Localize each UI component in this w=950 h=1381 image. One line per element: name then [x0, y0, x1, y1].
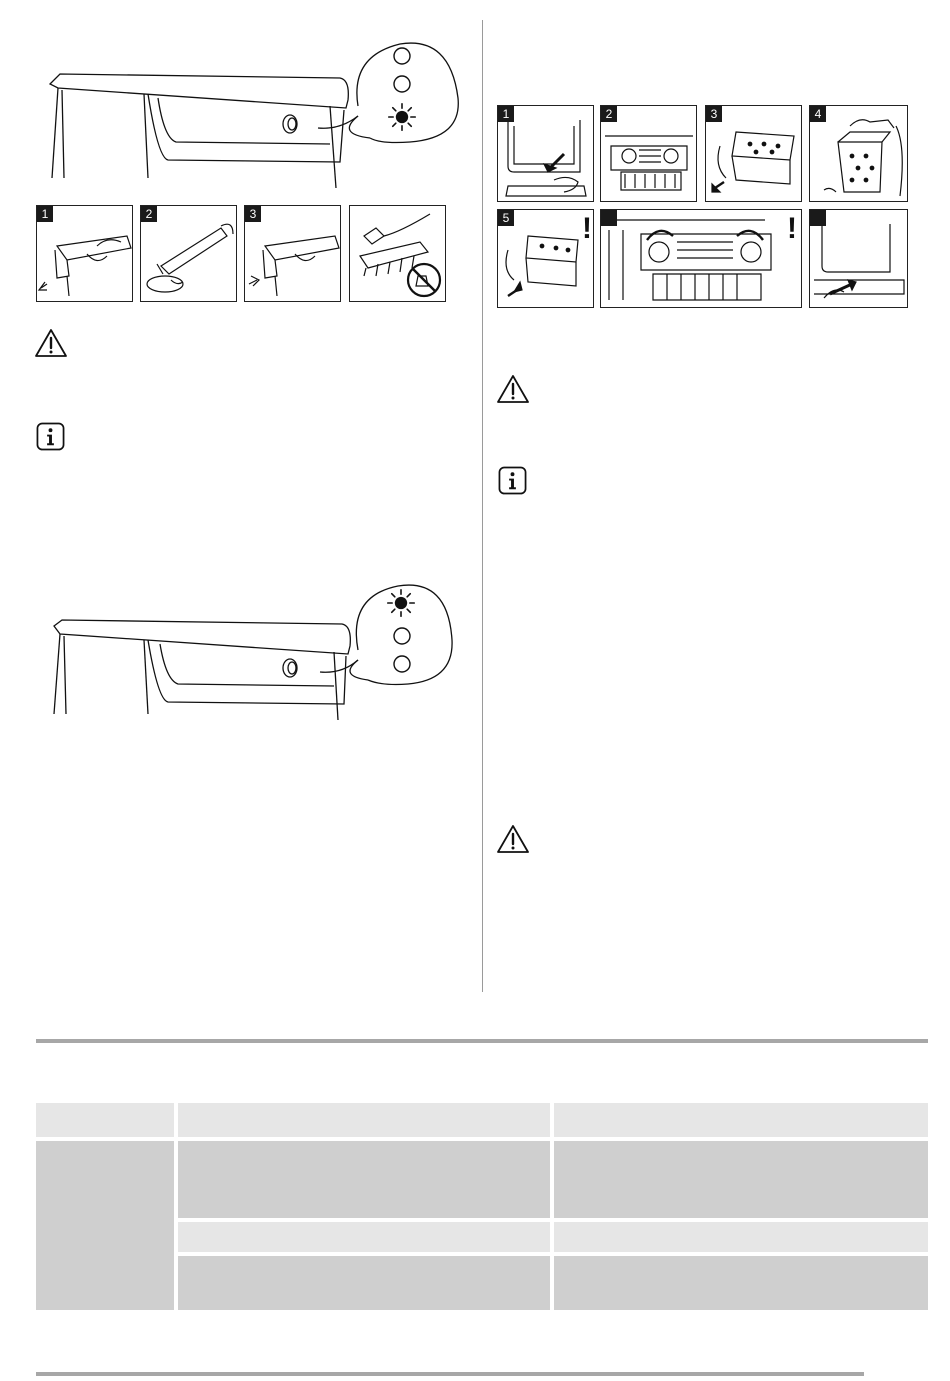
table-header-cell: [36, 1103, 176, 1139]
step-panel-3: [244, 205, 341, 302]
table-cell: [176, 1139, 552, 1220]
step-number: 3: [245, 206, 261, 222]
caution-mark: !: [582, 212, 592, 245]
empty-circle-icon: [394, 628, 410, 644]
no-drinking-water-icon: [350, 206, 446, 302]
dryer-indicator-illustration-bottom: [48, 580, 458, 720]
step-panel-2: [140, 205, 237, 302]
step-number: 2: [601, 106, 617, 122]
turn-locks-icon: [601, 210, 802, 308]
condenser-step-panel-4: [809, 105, 908, 202]
table-cell: [36, 1139, 176, 1312]
condenser-step-panel-3: [705, 105, 802, 202]
lit-light-icon: [388, 590, 414, 616]
info-icon: [498, 466, 527, 495]
condenser-step-panel-2: [600, 105, 697, 202]
warning-triangle-icon: [496, 374, 530, 404]
troubleshooting-table: [36, 1103, 928, 1314]
step-number: 1: [498, 106, 514, 122]
condenser-step-panel-7: [809, 209, 908, 308]
table-row: [36, 1139, 928, 1220]
table-cell: [176, 1220, 552, 1254]
table-header-cell: [552, 1103, 928, 1139]
dryer-indicator-illustration-top: [40, 38, 460, 188]
empty-circle-icon: [394, 76, 410, 92]
step-panel-4: [349, 205, 446, 302]
condenser-step-panel-5: [497, 209, 594, 308]
empty-circle-icon: [394, 656, 410, 672]
table-header-row: [36, 1103, 928, 1139]
lit-light-icon: [389, 104, 415, 130]
section-rule-top: [36, 1039, 928, 1043]
section-rule-bottom: [36, 1372, 864, 1376]
info-icon: [36, 422, 65, 451]
empty-circle-icon: [394, 48, 410, 64]
step-number: [810, 210, 826, 226]
table-cell: [552, 1139, 928, 1220]
condenser-step-panel-6: [600, 209, 802, 308]
table-cell: [552, 1220, 928, 1254]
step-panel-1: [36, 205, 133, 302]
step-number: 5: [498, 210, 514, 226]
step-number: 1: [37, 206, 53, 222]
condenser-step-panel-1: [497, 105, 594, 202]
warning-triangle-icon: [496, 824, 530, 854]
warning-triangle-icon: [34, 328, 68, 358]
column-divider: [482, 20, 483, 992]
step-number: [601, 210, 617, 226]
table-header-cell: [176, 1103, 552, 1139]
step-number: 3: [706, 106, 722, 122]
table-cell: [552, 1254, 928, 1312]
caution-mark: !: [787, 212, 797, 245]
step-number: 4: [810, 106, 826, 122]
table-cell: [176, 1254, 552, 1312]
step-number: 2: [141, 206, 157, 222]
